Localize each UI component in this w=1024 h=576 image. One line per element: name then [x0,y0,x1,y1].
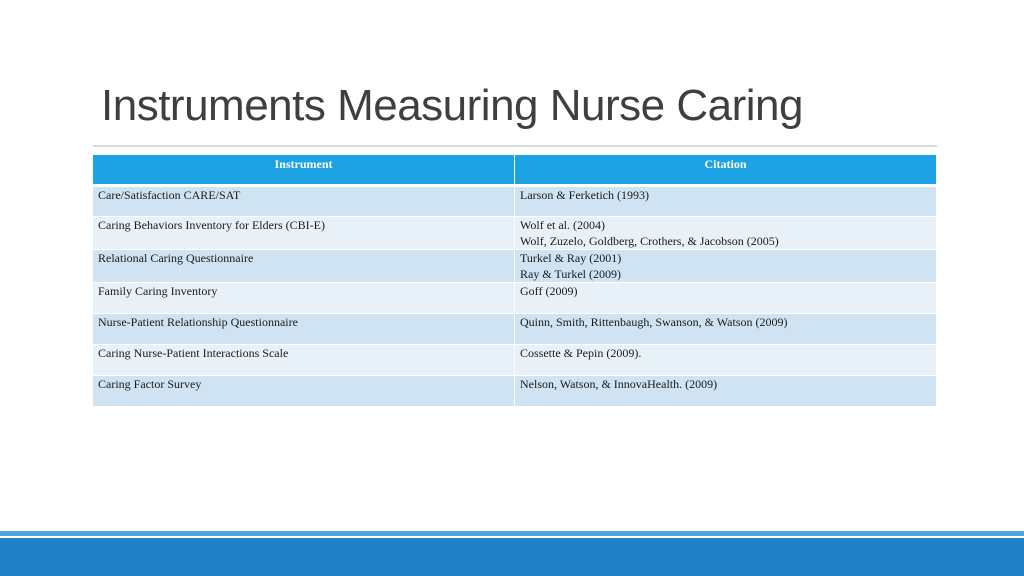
table-row [93,283,937,314]
table-row [93,345,937,376]
footer-accent-line [0,531,1024,536]
instrument-cell: Caring Factor Survey [93,376,515,407]
citation-line: Wolf et al. (2004) [520,218,606,232]
citation-line: Goff (2009) [520,284,578,298]
citation-cell [515,186,937,217]
citation-line: Ray & Turkel (2009) [520,267,622,281]
instrument-cell: Nurse-Patient Relationship Questionnaire [93,314,515,345]
citation-cell [515,345,937,376]
citation-cell [515,217,937,250]
instrument-cell: Caring Nurse-Patient Interactions Scale [93,345,515,376]
citation-cell [515,250,937,283]
slide-title: Instruments Measuring Nurse Caring [101,81,803,130]
instrument-cell: Relational Caring Questionnaire [93,250,515,283]
instruments-table [92,154,937,407]
table-row [93,314,937,345]
citation-line: Nelson, Watson, & InnovaHealth. (2009) [520,377,718,391]
table-row [93,186,937,217]
header-instrument: Instrument [93,155,515,186]
instrument-cell: Family Caring Inventory [93,283,515,314]
footer-bar [0,538,1024,576]
citation-line: Larson & Ferketich (1993) [520,188,649,202]
citation-line: Quinn, Smith, Rittenbaugh, Swanson, & Watson (2009) [520,315,788,329]
citation-cell [515,283,937,314]
table-header-row [93,155,937,186]
table-row [93,217,937,250]
citation-cell [515,376,937,407]
table-row [93,376,937,407]
header-citation: Citation [515,155,937,186]
citation-cell [515,314,937,345]
table-row [93,250,937,283]
citation-line: Turkel & Ray (2001) [520,251,622,265]
citation-line: Cossette & Pepin (2009). [520,346,642,360]
instrument-cell: Caring Behaviors Inventory for Elders (CBI-E) [93,217,515,250]
instrument-cell: Care/Satisfaction CARE/SAT [93,186,515,217]
title-divider [93,145,937,147]
citation-line: Wolf, Zuzelo, Goldberg, Crothers, & Jacobson (2005) [520,234,779,248]
